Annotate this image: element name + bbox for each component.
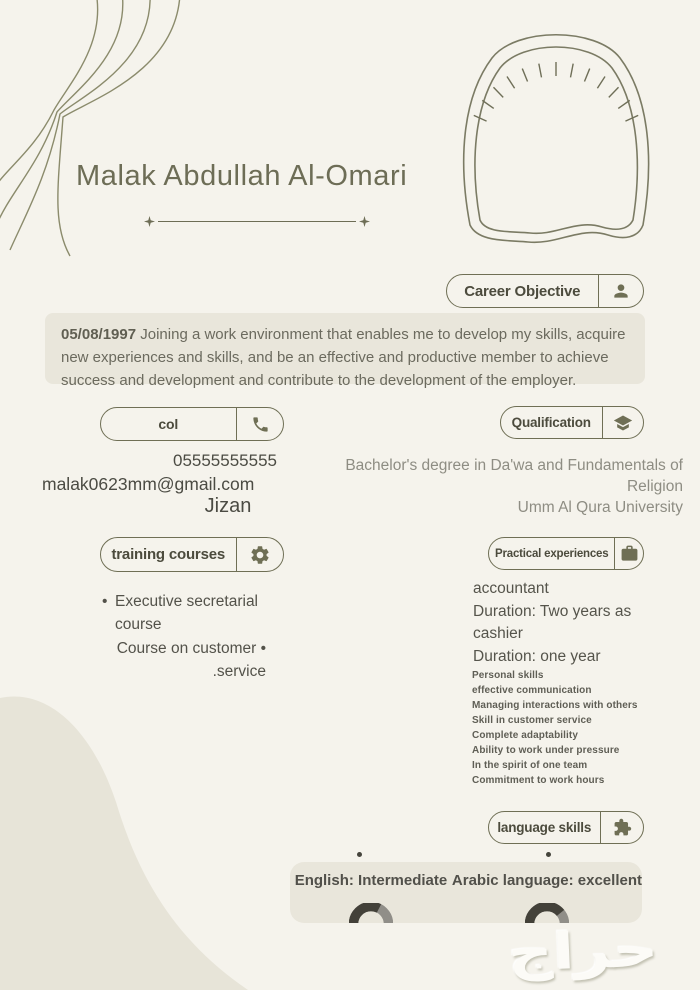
contact-pill	[100, 407, 284, 441]
qualification-text	[330, 455, 683, 518]
experience-line: cashier	[473, 625, 523, 642]
objective-paragraph: Joining a work environment that enables me to develop my skills, acquire new experiences and skills, and be an effective and productive member to achieve success and development and contribute to the development of the employer.	[61, 326, 626, 389]
language-skills-pill	[488, 811, 644, 844]
name-divider	[144, 216, 370, 227]
graduation-cap-icon	[603, 407, 643, 438]
skill-item: Commitment to work hours	[472, 775, 605, 786]
career-objective-pill	[446, 274, 644, 308]
language-entry-arabic	[452, 862, 642, 923]
practical-experiences-label: Practical experiences	[495, 547, 609, 560]
training-item	[104, 637, 266, 683]
skill-item: Complete adaptability	[472, 730, 579, 741]
qualification-label: Qualification	[511, 415, 591, 430]
language-skills-label: language skills	[497, 820, 592, 835]
training-courses-pill	[100, 537, 284, 572]
experience-line: Duration: one year	[473, 647, 601, 665]
contact-label: col	[158, 416, 179, 432]
dot-marker	[546, 852, 551, 857]
personal-skills-heading: Personal skills	[472, 670, 544, 681]
experience-lines	[473, 578, 673, 668]
photo-frame	[450, 12, 662, 264]
skill-item: Ability to work under pressure	[472, 745, 620, 756]
birth-date: 05/08/1997	[61, 326, 137, 343]
candidate-name: Malak Abdullah Al-Omari	[76, 160, 408, 192]
star-icon	[144, 216, 155, 227]
skill-item: effective communication	[472, 685, 592, 696]
training-item-line1: Course on customer •	[117, 640, 266, 657]
degree: Bachelor's degree in Da'wa and Fundamentals of Religion	[345, 457, 683, 495]
corner-blob-shape	[0, 660, 300, 990]
phone-number: 05555555555	[172, 451, 277, 470]
practical-experiences-pill	[488, 537, 644, 570]
training-courses-label: training courses	[111, 546, 225, 563]
training-item: • Executive secretarial course	[100, 590, 278, 636]
university: Umm Al Qura University	[517, 499, 683, 516]
career-objective-text	[45, 313, 645, 389]
experience-line: accountant	[473, 580, 549, 597]
language-level-label: English: Intermediate	[294, 872, 448, 889]
skill-item: In the spirit of one team	[472, 760, 588, 771]
puzzle-icon	[601, 812, 643, 843]
gear-icon	[237, 538, 283, 571]
language-gauge	[525, 903, 569, 923]
qualification-pill	[500, 406, 644, 439]
star-icon	[359, 216, 370, 227]
phone-icon	[237, 408, 283, 440]
skill-item: Skill in customer service	[472, 715, 592, 726]
email-address: malak0623mm@gmail.com	[42, 474, 255, 494]
experience-line: Duration: Two years as	[473, 602, 632, 620]
dot-marker	[357, 852, 362, 857]
personal-skills-list	[472, 668, 672, 788]
briefcase-icon	[615, 538, 643, 569]
career-objective-label: Career Objective	[464, 282, 581, 300]
divider-line	[158, 221, 356, 222]
skill-item: Managing interactions with others	[472, 700, 638, 711]
language-level-label: Arabic language: excellent	[451, 872, 642, 889]
person-icon	[599, 275, 643, 307]
training-item-line2: .service	[212, 663, 266, 680]
city: Jizan	[204, 495, 252, 517]
language-gauge	[349, 903, 393, 923]
language-entry-english	[290, 862, 452, 923]
languages-panel	[290, 862, 642, 923]
haraj-watermark-logo: حراج	[506, 920, 660, 982]
